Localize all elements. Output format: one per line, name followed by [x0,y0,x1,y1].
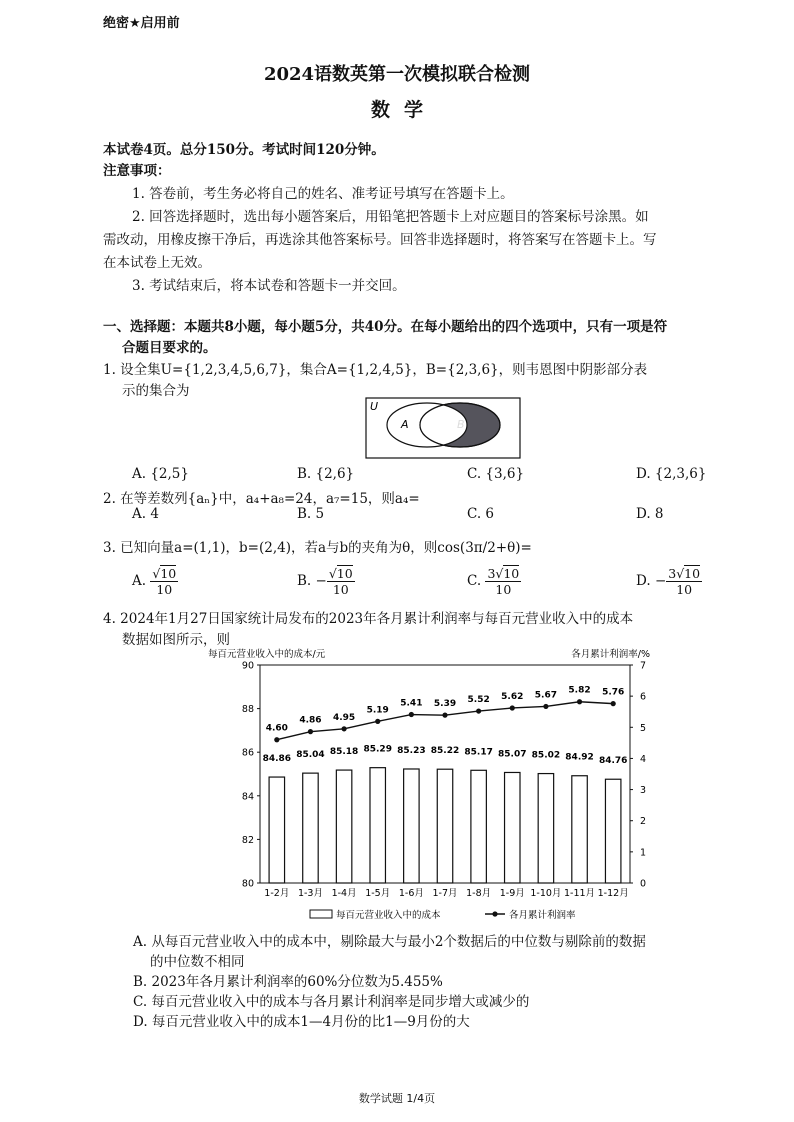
right-tick-label: 3 [640,785,647,797]
bar [538,774,553,883]
bar-value-label: 85.17 [464,747,493,758]
venn-a-label: A [401,418,409,431]
bar [370,768,385,883]
bar-value-label: 85.02 [531,750,561,761]
x-tick-label: 1-12月 [597,888,629,899]
x-tick-label: 1-10月 [530,888,562,899]
line-point [274,737,279,742]
line-point [442,713,447,718]
q2-option-b: B. 5 [297,506,325,522]
q4-option-a-line-1: A. 从每百元营业收入中的成本中，剔除最大与最小2个数据后的中位数与剔除前的数据 [133,934,646,950]
legend-bar-label: 每百元营业收入中的成本 [336,910,441,921]
x-tick-label: 1-5月 [365,888,391,899]
right-tick-label: 6 [640,691,647,703]
line-value-label: 5.41 [400,698,423,709]
q1-option-c: C. {3,6} [467,466,525,482]
q1-option-b: B. {2,6} [297,466,355,482]
q4-option-d: D. 每百元营业收入中的成本1—4月份的比1—9月份的大 [133,1014,470,1030]
q2-option-d: D. 8 [636,506,664,522]
left-tick-label: 82 [241,834,254,846]
line-point [510,705,515,710]
bar-value-label: 85.18 [329,747,359,758]
line-value-label: 4.95 [332,712,356,723]
line-value-label: 5.67 [534,690,558,701]
line-point [543,704,548,709]
page-footer: 数学试题 1/4页 [358,1092,436,1105]
line-value-label: 5.19 [366,705,389,716]
left-tick-label: 90 [241,660,254,672]
note-3: 3. 考试结束后，将本试卷和答题卡一并交回。 [132,278,406,294]
line-point [375,719,380,724]
bar-value-label: 85.07 [498,749,527,760]
section-heading-line-1: 一、选择题：本题共8小题，每小题5分，共40分。在每小题给出的四个选项中，只有一项是符 [103,319,668,335]
q1-stem-line-2: 示的集合为 [122,383,190,399]
bar [505,772,520,883]
left-axis-title: 每百元营业收入中的成本/元 [208,649,326,660]
bar [437,769,452,883]
note-2-line-1: 2. 回答选择题时，选出每小题答案后，用铅笔把答题卡上对应题目的答案标号涂黑。如 [132,209,649,225]
line-value-label: 5.82 [568,685,591,696]
right-axis-title: 各月累计利润率/% [571,649,650,660]
bar [605,779,620,883]
x-tick-label: 1-4月 [331,888,357,899]
legend-line-label: 各月累计利润率 [509,910,576,921]
q2-option-c: C. 6 [467,506,495,522]
q3-option-b: B. − $\frac{√10}{10}$ [297,566,353,597]
q2-stem: 2. 在等差数列{aₙ}中，a₄+a₈=24，a₇=15，则a₄= [103,491,420,507]
x-tick-label: 1-11月 [564,888,596,899]
q1-option-a: A. {2,5} [132,466,189,482]
bar-value-label: 85.22 [430,746,460,757]
venn-u-label: U [370,400,379,413]
bar [471,770,486,883]
legend-bar-swatch [310,910,332,918]
bar-value-label: 85.29 [363,744,392,755]
bar [269,777,284,883]
q3-option-c: C. $\frac{3√10}{10}$ [467,566,520,597]
line-point [611,701,616,706]
q4-option-c: C. 每百元营业收入中的成本与各月累计利润率是同步增大或减少的 [133,994,530,1010]
right-tick-label: 4 [640,753,647,765]
right-tick-label: 1 [640,847,647,859]
bar [572,776,587,883]
confidential-label: 绝密★启用前 [103,16,180,31]
q3-stem: 3. 已知向量a=(1,1)，b=(2,4)，若a与b的夹角为θ，则cos(3π/2+θ)= [103,540,532,556]
left-tick-label: 88 [241,704,254,716]
line-value-label: 5.62 [501,691,524,702]
note-1: 1. 答卷前，考生务必将自己的姓名、准考证号填写在答题卡上。 [132,186,514,202]
x-tick-label: 1-7月 [432,888,458,899]
bar [336,770,351,883]
bar [303,773,318,883]
q3-option-a: A. $\frac{√10}{10}$ [132,566,177,597]
left-tick-label: 84 [241,791,254,803]
line-point [308,729,313,734]
x-tick-label: 1-2月 [264,888,290,899]
left-tick-label: 80 [241,878,254,890]
section-heading-line-2: 合题目要求的。 [122,340,217,356]
exam-title: 2024语数英第一次模拟联合检测 [263,64,531,85]
line-value-label: 5.76 [602,687,625,698]
line-point [409,712,414,717]
notes-heading: 注意事项： [103,163,171,179]
right-tick-label: 2 [640,816,647,828]
q4-option-a-line-2: 的中位数不相同 [150,954,245,970]
bar-value-label: 84.76 [598,756,628,767]
note-2-line-3: 在本试卷上无效。 [103,255,211,271]
line-point [476,708,481,713]
q3-option-d: D. − $\frac{3√10}{10}$ [636,566,701,597]
bar-value-label: 85.23 [397,745,426,756]
bar-value-label: 85.04 [296,750,325,761]
subject-title: 数学 [370,99,437,121]
x-tick-label: 1-9月 [499,888,525,899]
line-point [577,699,582,704]
q1-option-d: D. {2,3,6} [636,466,707,482]
q4-stem-line-2: 数据如图所示，则 [122,632,230,648]
x-tick-label: 1-3月 [297,888,323,899]
x-tick-label: 1-8月 [466,888,492,899]
line-value-label: 4.86 [299,715,322,726]
left-tick-label: 86 [241,747,254,759]
bar [404,769,419,883]
bar-value-label: 84.92 [565,752,594,763]
legend-line-marker [492,911,497,916]
line-point [341,726,346,731]
venn-b-label: B [457,418,465,431]
right-tick-label: 7 [640,660,647,672]
line-value-label: 5.52 [467,695,490,706]
q4-option-b: B. 2023年各月累计利润率的60%分位数为5.455% [133,974,443,990]
line-value-label: 5.39 [433,699,457,710]
x-tick-label: 1-6月 [398,888,424,899]
note-2-line-2: 需改动，用橡皮擦干净后，再选涂其他答案标号。回答非选择题时，将答案写在答题卡上。写 [103,232,657,248]
right-tick-label: 5 [640,722,647,734]
bar-value-label: 84.86 [262,754,292,765]
q4-chart [200,645,680,930]
right-tick-label: 0 [640,878,647,890]
q4-stem-line-1: 4. 2024年1月27日国家统计局发布的2023年各月累计利润率与每百元营业收入中的成本 [103,611,634,627]
q2-option-a: A. 4 [132,506,159,522]
venn-diagram [365,397,521,459]
q1-stem-line-1: 1. 设全集U={1,2,3,4,5,6,7}，集合A={1,2,4,5}，B={2,3,6}，则韦恩图中阴影部分表 [103,362,648,378]
line-value-label: 4.60 [265,723,288,734]
exam-intro: 本试卷4页。总分150分。考试时间120分钟。 [103,142,385,158]
